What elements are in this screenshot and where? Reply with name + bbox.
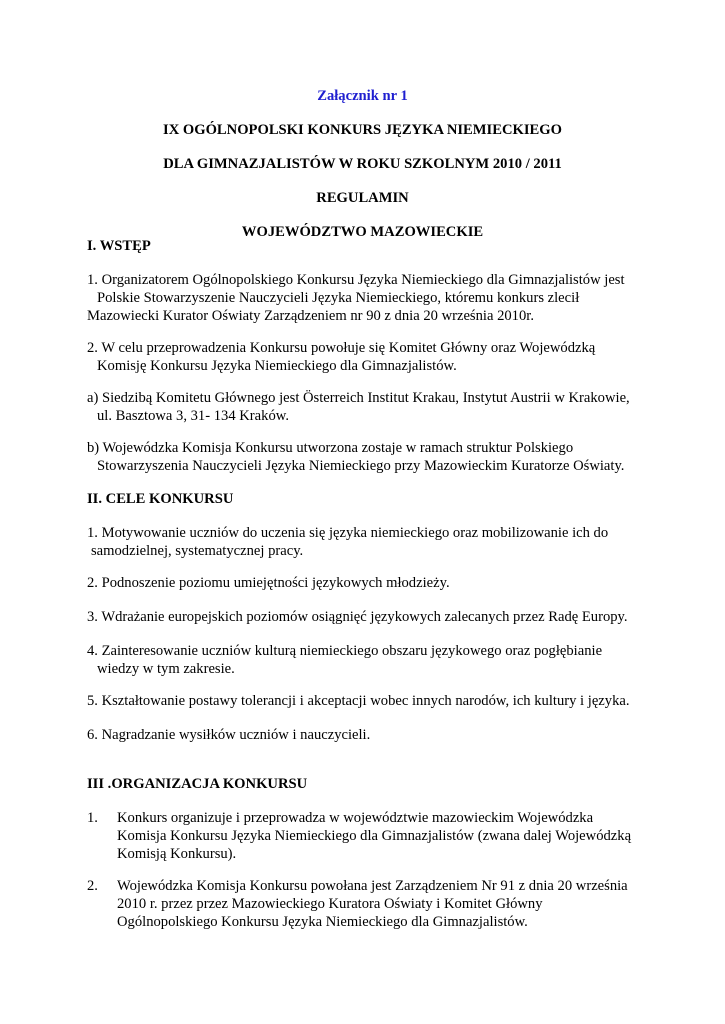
org-item-2-number: 2.	[87, 878, 98, 894]
annex-label: Załącznik nr 1	[317, 88, 408, 104]
section-1-paragraph-1	[87, 271, 647, 325]
section-2-heading: II. CELE KONKURSU	[87, 491, 234, 507]
section-1-paragraph-2	[87, 339, 647, 375]
title-line-2: DLA GIMNAZJALISTÓW W ROKU SZKOLNYM 2010 / 2011	[163, 156, 562, 172]
goal-item-2: 2. Podnoszenie poziomu umiejętności językowych młodzieży.	[87, 575, 450, 591]
text-line: samodzielnej, systematycznej pracy.	[91, 543, 304, 559]
section-1-paragraph-b	[87, 439, 647, 475]
text-line: 2010 r. przez przez Mazowieckiego Kuratora Oświaty i Komitet Główny	[117, 896, 543, 912]
title-voivodeship: WOJEWÓDZTWO MAZOWIECKIE	[241, 224, 484, 240]
goal-item-1	[87, 524, 647, 560]
text-line: Stowarzyszenia Nauczycieli Języka Niemieckiego przy Mazowieckim Kuratorze Oświaty.	[97, 458, 625, 474]
text-line: Wojewódzka Komisja Konkursu powołana jest Zarządzeniem Nr 91 z dnia 20 września	[117, 878, 628, 894]
section-1-heading: I. WSTĘP	[87, 238, 151, 254]
org-item-1-number: 1.	[87, 810, 98, 826]
section-3-heading: III .ORGANIZACJA KONKURSU	[87, 776, 308, 792]
goal-item-5: 5. Kształtowanie postawy tolerancji i akceptacji wobec innych narodów, ich kultury i języka.	[87, 693, 630, 709]
text-line: Komisja Konkursu Języka Niemieckiego dla Gimnazjalistów (zwana dalej Wojewódzką	[117, 828, 632, 844]
text-line: Mazowiecki Kurator Oświaty Zarządzeniem nr 90 z dnia 20 września 2010r.	[87, 308, 534, 324]
title-regulamin: REGULAMIN	[316, 190, 409, 206]
text-line: b) Wojewódzka Komisja Konkursu utworzona zostaje w ramach struktur Polskiego	[87, 440, 574, 456]
text-line: 4. Zainteresowanie uczniów kulturą niemieckiego obszaru językowego oraz pogłębianie	[87, 643, 603, 659]
text-line: 1. Motywowanie uczniów do uczenia się języka niemieckiego oraz mobilizowanie ich do	[87, 525, 609, 541]
text-line: Konkurs organizuje i przeprowadza w województwie mazowieckim Wojewódzka	[117, 810, 594, 826]
goal-item-6: 6. Nagradzanie wysiłków uczniów i nauczycieli.	[87, 727, 371, 743]
goal-item-3: 3. Wdrażanie europejskich poziomów osiągnięć językowych zalecanych przez Radę Europy.	[87, 609, 628, 625]
text-line: Komisję Konkursu Języka Niemieckiego dla Gimnazjalistów.	[97, 358, 457, 374]
org-item-1-text	[117, 809, 647, 863]
text-line: Ogólnopolskiego Konkursu Języka Niemieckiego dla Gimnazjalistów.	[117, 914, 528, 930]
text-line: a) Siedzibą Komitetu Głównego jest Österreich Institut Krakau, Instytut Austrii w Krakowie,	[87, 390, 630, 406]
goal-item-4	[87, 642, 647, 678]
text-line: wiedzy w tym zakresie.	[97, 661, 235, 677]
text-line: Polskie Stowarzyszenie Nauczycieli Języka Niemieckiego, któremu konkurs zlecił	[97, 290, 580, 306]
title-line-1: IX OGÓLNOPOLSKI KONKURS JĘZYKA NIEMIECKIEGO	[163, 122, 562, 138]
text-line: 2. W celu przeprowadzenia Konkursu powołuje się Komitet Główny oraz Wojewódzką	[87, 340, 596, 356]
section-1-paragraph-a	[87, 389, 647, 425]
org-item-2-text	[117, 877, 647, 931]
text-line: ul. Basztowa 3, 31- 134 Kraków.	[97, 408, 289, 424]
text-line: Komisją Konkursu).	[117, 846, 237, 862]
text-line: 1. Organizatorem Ogólnopolskiego Konkursu Języka Niemieckiego dla Gimnazjalistów jest	[87, 272, 625, 288]
